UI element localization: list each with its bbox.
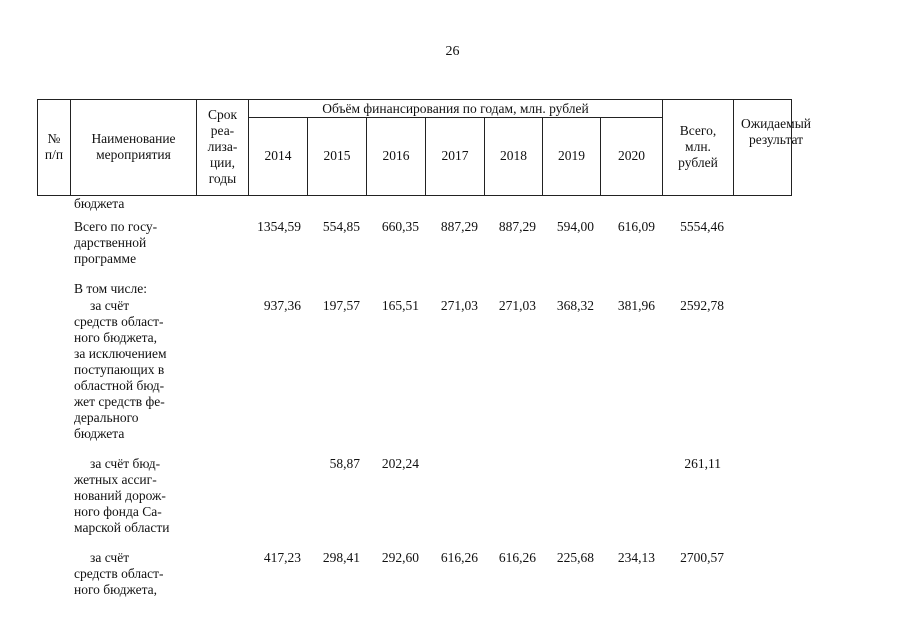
row-value: 887,29: [498, 219, 536, 234]
row-label-line: поступающих в: [74, 362, 165, 377]
header-num: № п/п: [44, 131, 64, 162]
row-total: 261,11: [684, 456, 721, 471]
header-result: Ожидаемый результат: [741, 116, 811, 147]
row-label-line: В том числе:: [74, 281, 147, 296]
row-label-line: средств област-: [74, 566, 164, 581]
header-year: 2019: [558, 148, 585, 163]
row-total: 2700,57: [680, 550, 724, 565]
row-label-line: Всего по госу-: [74, 219, 158, 234]
row-value: 616,26: [498, 550, 536, 565]
header-name: Наименование мероприятия: [91, 131, 176, 162]
header-year: 2018: [500, 148, 527, 163]
row-value: 58,87: [329, 456, 360, 471]
row-value: 554,85: [322, 219, 360, 234]
row-value: 594,00: [556, 219, 594, 234]
row-value: 368,32: [556, 298, 594, 313]
row-label-line: дерального: [74, 410, 139, 425]
header-total: Всего, млн. рублей: [678, 123, 718, 170]
row-value: 381,96: [617, 298, 655, 313]
header-year: 2017: [441, 148, 469, 163]
row-value: 660,35: [381, 219, 419, 234]
header-term: Срок реа- лиза- ции, годы: [207, 107, 238, 186]
row-label-line: за счёт: [90, 550, 130, 565]
row-label-line: бюджета: [74, 196, 125, 211]
row-value: 197,57: [322, 298, 360, 313]
row-label-line: ного фонда Са-: [74, 504, 162, 519]
row-label-line: дарственной: [74, 235, 147, 250]
row-label-line: бюджета: [74, 426, 125, 441]
row-value: 616,26: [440, 550, 478, 565]
row-value: 417,23: [263, 550, 301, 565]
header-year: 2020: [618, 148, 645, 163]
row-label-line: жет средств фе-: [74, 394, 165, 409]
row-value: 271,03: [498, 298, 536, 313]
row-value: 225,68: [556, 550, 594, 565]
row-label-line: областной бюд-: [74, 378, 165, 393]
page-number: 26: [445, 44, 460, 59]
row-value: 292,60: [381, 550, 419, 565]
row-label-line: за исключением: [74, 346, 167, 361]
row-value: 298,41: [322, 550, 360, 565]
row-total: 2592,78: [680, 298, 724, 313]
header-year: 2014: [264, 148, 292, 163]
row-label-line: за счёт: [90, 298, 130, 313]
row-value: 202,24: [381, 456, 419, 471]
row-label-line: жетных ассиг-: [74, 472, 157, 487]
row-value: 271,03: [440, 298, 478, 313]
header-year: 2015: [323, 148, 351, 163]
row-label-line: программе: [74, 251, 137, 266]
row-label-line: нований дорож-: [74, 488, 166, 503]
row-value: 616,09: [617, 219, 655, 234]
row-label-line: средств област-: [74, 314, 164, 329]
row-label-line: за счёт бюд-: [90, 456, 161, 471]
row-label-line: ного бюджета,: [74, 582, 158, 597]
row-value: 887,29: [440, 219, 478, 234]
header-funding-group: Объём финансирования по годам, млн. рублей: [322, 100, 589, 116]
row-value: 937,36: [263, 298, 301, 313]
row-label-line: ного бюджета,: [74, 330, 158, 345]
row-total: 5554,46: [680, 219, 724, 234]
row-value: 234,13: [617, 550, 655, 565]
row-value: 1354,59: [257, 219, 301, 234]
header-year: 2016: [382, 148, 410, 163]
row-value: 165,51: [381, 298, 419, 313]
row-label-line: марской области: [74, 520, 170, 535]
